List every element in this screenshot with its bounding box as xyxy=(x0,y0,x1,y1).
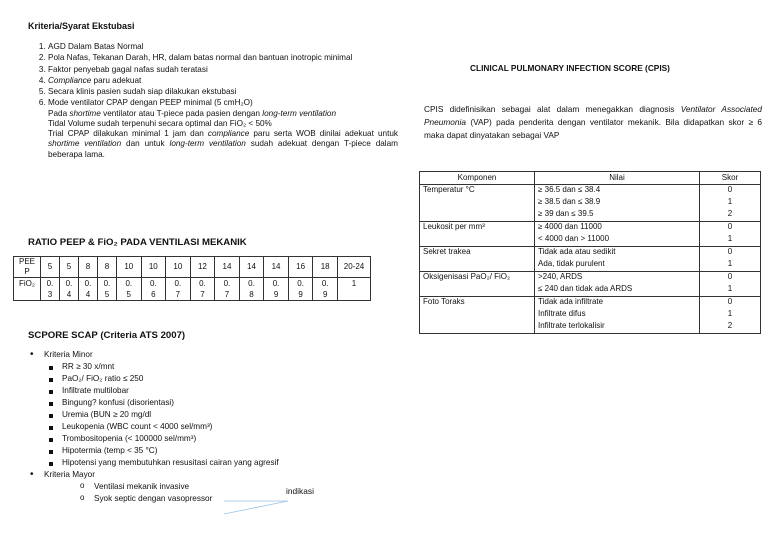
nilai-cell: ≥ 36.5 dan ≤ 38.4 xyxy=(535,185,700,198)
list-item: o Ventilasi mekanik invasive xyxy=(78,482,388,494)
cpis-description: CPIS didefinisikan sebagai alat dalam menegakkan diagnosis Ventilator Associated Pneumonia (VAP) pada penderita dengan ventilator mekanik. Bila didapatkan skor ≥ 6 maka dapat dinyatakan sebagai VAP xyxy=(424,104,762,140)
nilai-cell: < 4000 dan > 11000 xyxy=(535,234,700,247)
scap-title: SCPORE SCAP (Criteria ATS 2007) xyxy=(28,330,186,341)
kriteria-item-text: 6. Mode ventilator CPAP dengan PEEP minimal (5 cmH₂O) xyxy=(48,98,253,108)
kriteria-title: Kriteria/Syarat Ekstubasi xyxy=(28,21,135,31)
nilai-cell: Infiltrate difus xyxy=(535,309,700,321)
kriteria-item: 1. AGD Dalam Batas Normal xyxy=(48,42,398,52)
table-cell: 0. 7 xyxy=(215,278,240,301)
nilai-cell: ≥ 4000 dan 11000 xyxy=(535,222,700,235)
nilai-cell: ≥ 38.5 dan ≤ 38.9 xyxy=(535,197,700,209)
nilai-cell: Tidak ada atau sedikit xyxy=(535,247,700,260)
table-cell: 0. 3 xyxy=(41,278,60,301)
column-header: Skor xyxy=(700,172,761,185)
table-cell: 0. 4 xyxy=(60,278,79,301)
scap-section xyxy=(28,350,388,506)
fio-label: FiO₂ xyxy=(14,278,41,301)
skor-cell: 0 xyxy=(700,185,761,198)
kriteria-item-text: paru adekuat xyxy=(93,75,142,85)
scap-list xyxy=(28,350,388,362)
list-item: PaO₂/ FiO₂ ratio ≤ 250 xyxy=(46,374,388,386)
minor-list xyxy=(46,362,388,470)
table-cell: 0. 5 xyxy=(117,278,142,301)
list-item: • Kriteria Minor xyxy=(28,350,388,362)
skor-cell: 0 xyxy=(700,272,761,285)
kriteria-list xyxy=(28,42,398,161)
table-cell: 0. 7 xyxy=(166,278,191,301)
kriteria-item xyxy=(48,98,398,160)
nilai-cell: Tidak ada infiltrate xyxy=(535,297,700,310)
list-item: Infiltrate multilobar xyxy=(46,386,388,398)
callout-line-diagonal xyxy=(224,501,288,514)
table-cell: 10 xyxy=(117,257,142,278)
komponen-cell: Leukosit per mm³ xyxy=(420,222,535,247)
skor-cell: 1 xyxy=(700,197,761,209)
table-cell: 0. 4 xyxy=(79,278,98,301)
nilai-cell: Infiltrate terlokalisir xyxy=(535,321,700,334)
kriteria-sub-tidal: Tidal Volume sudah terpenuhi secara optimal dan FiO₂ < 50% xyxy=(48,118,272,128)
kriteria-item: 2. Pola Nafas, Tekanan Darah, HR, dalam batas normal dan bantuan inotropic minimal xyxy=(48,53,398,63)
kriteria-sub-trial: Trial CPAP dilakukan minimal 1 jam dan compliance paru serta WOB dinilai adekuat untuk shortime ventilation dan untuk long-term ventilation sudah adekuat dengan T-piece dalam beberapa lama. xyxy=(48,129,398,159)
ratio-title: RATIO PEEP & FiO₂ PADA VENTILASI MEKANIK xyxy=(28,237,247,248)
kriteria-sub-pada: Pada shortime ventilator atau T-piece pada pasien dengan long-term ventilation xyxy=(48,108,337,118)
cpis-table xyxy=(419,171,761,334)
skor-cell: 0 xyxy=(700,247,761,260)
table-row xyxy=(14,278,371,301)
compliance-text: Compliance xyxy=(48,75,92,85)
table-cell: 14 xyxy=(215,257,240,278)
table-cell: 5 xyxy=(60,257,79,278)
table-cell: 0. 9 xyxy=(264,278,289,301)
indikasi-text: indikasi xyxy=(286,486,314,496)
column-header: Nilai xyxy=(535,172,700,185)
nilai-cell: ≥ 39 dan ≤ 39.5 xyxy=(535,209,700,222)
komponen-cell: Foto Toraks xyxy=(420,297,535,334)
komponen-cell: Temperatur °C xyxy=(420,185,535,222)
list-item: Uremia (BUN ≥ 20 mg/dl xyxy=(46,410,388,422)
table-cell: 8 xyxy=(79,257,98,278)
table-cell: 20-24 xyxy=(338,257,371,278)
kriteria-item xyxy=(48,76,398,86)
table-cell: 10 xyxy=(141,257,166,278)
nilai-cell: Ada, tidak purulent xyxy=(535,259,700,272)
list-item: o Syok septic dengan vasopressor xyxy=(78,494,388,506)
table-cell: 1 xyxy=(338,278,371,301)
kriteria-item: 5. Secara klinis pasien sudah siap dilakukan ekstubasi xyxy=(48,87,398,97)
table-row xyxy=(14,257,371,278)
list-item: Trombositopenia (< 100000 sel/mm³) xyxy=(46,434,388,446)
table-cell: 0. 5 xyxy=(98,278,117,301)
table-cell: 5 xyxy=(41,257,60,278)
table-cell: 0. 7 xyxy=(190,278,215,301)
table-cell: 14 xyxy=(239,257,264,278)
table-cell: 0. 6 xyxy=(141,278,166,301)
list-item: Leukopenia (WBC count < 4000 sel/mm³) xyxy=(46,422,388,434)
table-cell: 18 xyxy=(313,257,338,278)
skor-cell: 2 xyxy=(700,209,761,222)
list-item: Hipotermia (temp < 35 °C) xyxy=(46,446,388,458)
column-header: Komponen xyxy=(420,172,535,185)
table-cell: 12 xyxy=(190,257,215,278)
list-item: RR ≥ 30 x/mnt xyxy=(46,362,388,374)
komponen-cell: Oksigenisasi PaO₂/ FiO₂ xyxy=(420,272,535,297)
table-row xyxy=(420,185,761,198)
list-item: Bingung? konfusi (disorientasi) xyxy=(46,398,388,410)
table-row xyxy=(420,297,761,310)
table-cell: 10 xyxy=(166,257,191,278)
skor-cell: 2 xyxy=(700,321,761,334)
skor-cell: 0 xyxy=(700,297,761,310)
table-cell: 16 xyxy=(288,257,313,278)
kriteria-item: 3. Faktor penyebab gagal nafas sudah teratasi xyxy=(48,65,398,75)
table-row xyxy=(420,247,761,260)
list-item: • Kriteria Mayor xyxy=(28,470,388,482)
ratio-table xyxy=(13,256,371,301)
nilai-cell: ≤ 240 dan tidak ada ARDS xyxy=(535,284,700,297)
peep-label: PEE P xyxy=(14,257,41,278)
komponen-cell: Sekret trakea xyxy=(420,247,535,272)
table-header-row xyxy=(420,172,761,185)
cpis-title: CLINICAL PULMONARY INFECTION SCORE (CPIS) xyxy=(470,63,670,73)
skor-cell: 0 xyxy=(700,222,761,235)
table-row xyxy=(420,222,761,235)
table-cell: 0. 9 xyxy=(313,278,338,301)
table-cell: 0. 9 xyxy=(288,278,313,301)
table-cell: 14 xyxy=(264,257,289,278)
nilai-cell: >240, ARDS xyxy=(535,272,700,285)
skor-cell: 1 xyxy=(700,284,761,297)
list-item: Hipotensi yang membutuhkan resusitasi cairan yang agresif xyxy=(46,458,388,470)
callout-lines xyxy=(222,494,292,518)
table-cell: 8 xyxy=(98,257,117,278)
table-cell: 0. 8 xyxy=(239,278,264,301)
skor-cell: 1 xyxy=(700,309,761,321)
table-row xyxy=(420,272,761,285)
skor-cell: 1 xyxy=(700,234,761,247)
skor-cell: 1 xyxy=(700,259,761,272)
